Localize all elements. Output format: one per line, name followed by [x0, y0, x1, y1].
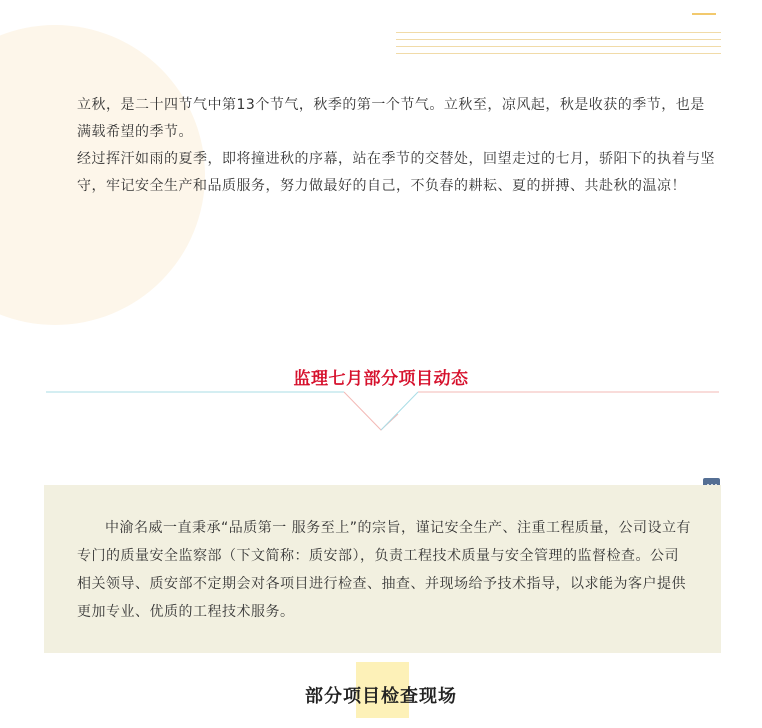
info-box	[44, 485, 721, 653]
intro-paragraph-2: 经过挥汗如雨的夏季，即将撞进秋的序幕，站在季节的交替处，回望走过的七月，骄阳下的执着与坚守，牢记安全生产和品质服务，努力做最好的自己，不负春的耕耘、夏的拼搏、共赴秋的温凉！	[77, 151, 715, 194]
sub-section-title: 部分项目检查现场	[305, 686, 457, 707]
section-divider	[46, 390, 719, 434]
decorative-lines	[396, 32, 721, 62]
divider-chevron-left	[344, 392, 398, 430]
intro-paragraph-1: 立秋，是二十四节气中第13个节气，秋季的第一个节气。立秋至，凉风起，秋是收获的季节，也是满载希望的季节。	[77, 97, 705, 140]
decorative-dash	[692, 13, 716, 15]
intro-text	[77, 92, 717, 200]
info-box-text: 中渝名威一直秉承“品质第一 服务至上”的宗旨，谨记安全生产、注重工程质量，公司设立有专门的质量安全监察部（下文简称：质安部），负责工程技术质量与安全管理的监督检查。公司相关领导、质安部不定期会对各项目进行检查、抽查、并现场给予技术指导，以求能为客户提供更加专业、优质的工程技术服务。	[77, 520, 691, 620]
divider-chevron-right	[381, 392, 418, 430]
section-title: 监理七月部分项目动态	[293, 369, 469, 389]
